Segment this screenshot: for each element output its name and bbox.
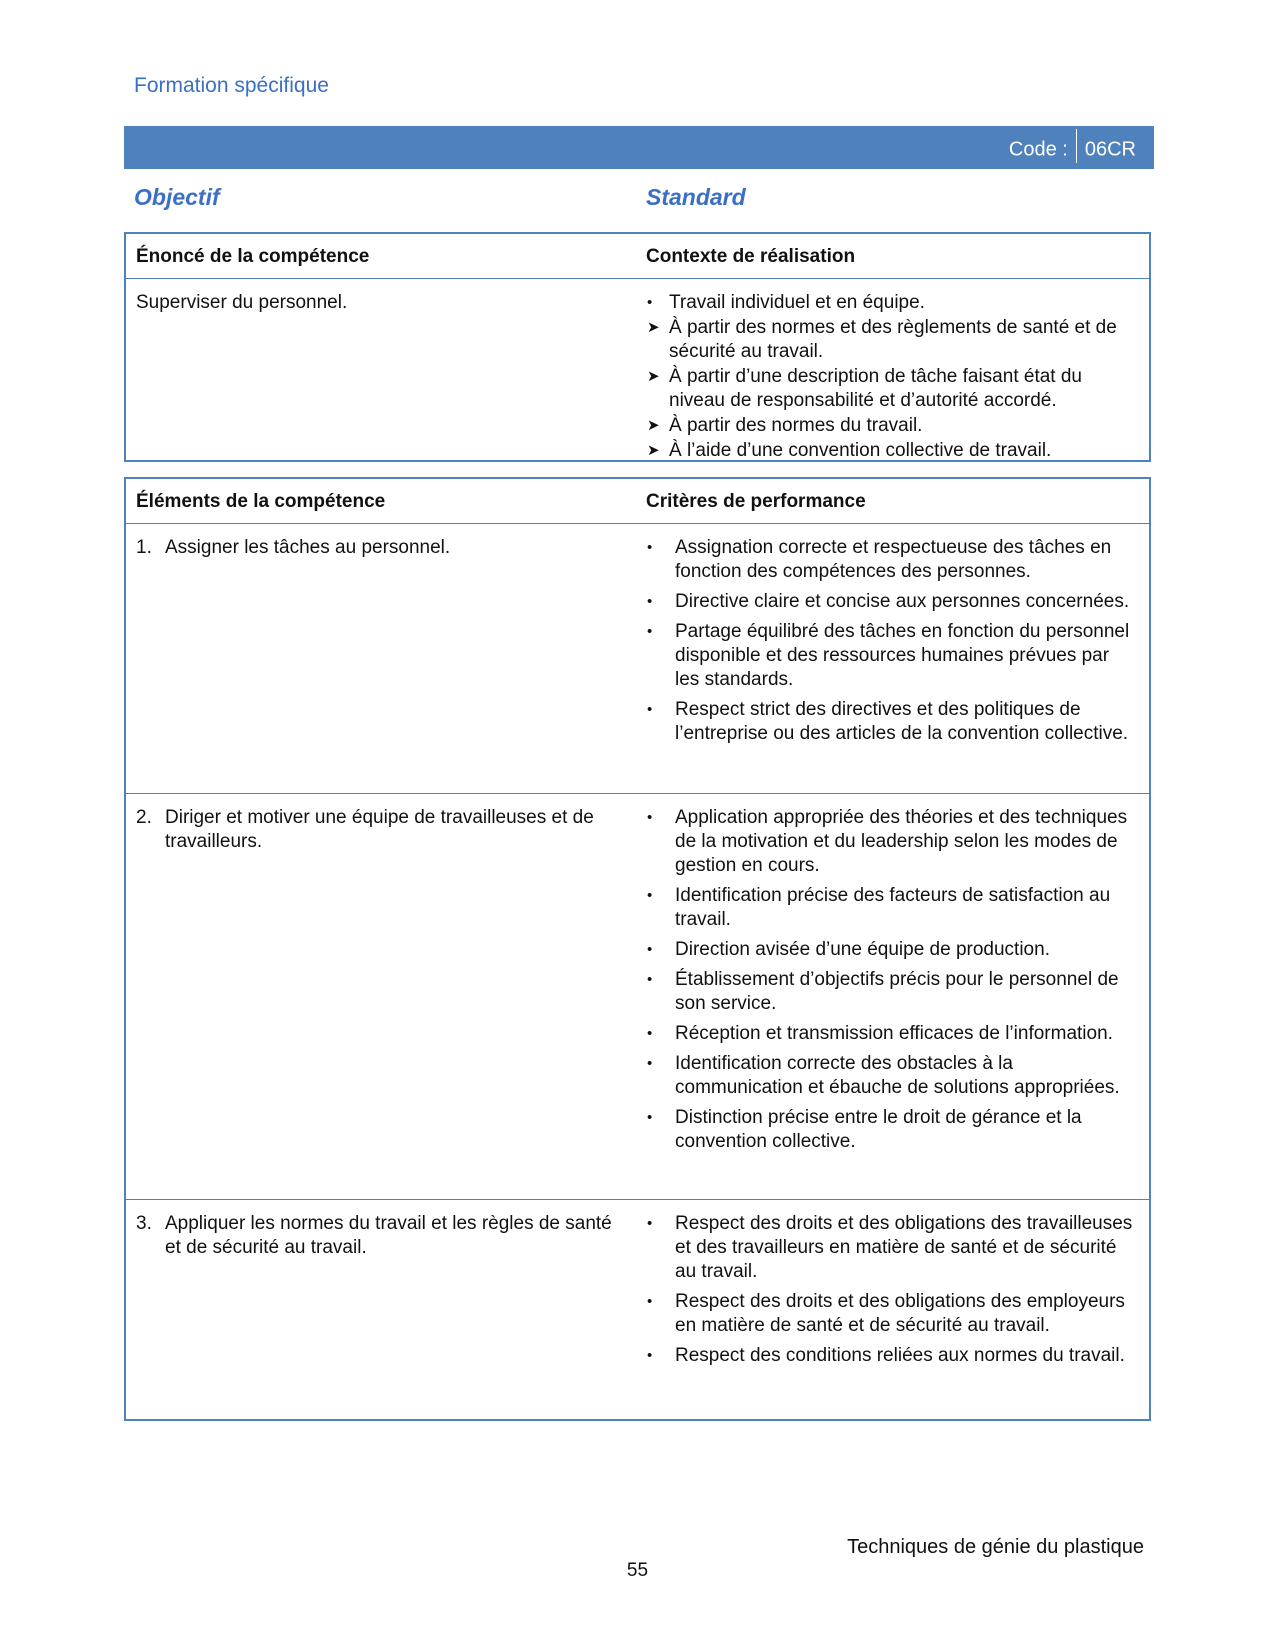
section-label: Formation spécifique [134, 74, 329, 97]
column-headings [134, 184, 1134, 216]
criterion-item: • Identification correcte des obstacles à la communication et ébauche de solutions appropriées. [647, 1053, 1120, 1098]
element-row [126, 1200, 1149, 1419]
arrow-bullet-icon: ➤ [647, 368, 660, 385]
criterion-item: • Respect des conditions reliées aux normes du travail. [647, 1345, 1125, 1366]
criterion-item: • Direction avisée d’une équipe de production. [647, 939, 1050, 960]
program-title: Techniques de génie du plastique [847, 1536, 1144, 1558]
statement-cell [136, 291, 616, 315]
bullet-icon: • [647, 1109, 653, 1126]
criteria-heading: Critères de performance [646, 491, 866, 512]
bullet-icon: • [647, 1055, 653, 1072]
code-separator [1076, 129, 1077, 163]
element-text: Assigner les tâches au personnel. [165, 537, 451, 558]
bullet-icon: • [647, 701, 653, 718]
code-label: Code : [1008, 138, 1068, 161]
context-item: ➤ À partir des normes et des règlements de santé et de sécurité au travail. [647, 317, 1117, 362]
bullet-icon: • [647, 593, 653, 610]
bullet-icon: • [647, 941, 653, 958]
bullet-icon: • [647, 971, 653, 988]
criterion-item: • Respect des droits et des obligations des employeurs en matière de santé et de sécurité au travail. [647, 1291, 1125, 1336]
statement-row [126, 279, 1149, 460]
criteria-cell [646, 806, 1136, 1160]
element-cell [136, 536, 616, 560]
code-value: 06CR [1084, 138, 1136, 161]
criterion-item: • Réception et transmission efficaces de l’information. [647, 1023, 1113, 1044]
competency-code [1009, 137, 1136, 163]
element-cell [136, 1212, 616, 1260]
element-row [126, 794, 1149, 1200]
code-bar [124, 126, 1154, 169]
context-item: • Travail individuel et en équipe. [647, 292, 925, 313]
criterion-item: • Partage équilibré des tâches en fonction du personnel disponible et des ressources humaines prévues par les standards. [647, 621, 1130, 690]
competence-statement: Superviser du personnel. [136, 292, 348, 313]
context-heading: Contexte de réalisation [646, 246, 856, 267]
arrow-bullet-icon: ➤ [647, 417, 660, 434]
bullet-icon: • [647, 1025, 653, 1042]
criterion-item: • Établissement d’objectifs précis pour le personnel de son service. [647, 969, 1119, 1014]
bullet-icon: • [647, 1347, 653, 1364]
criteria-cell [646, 536, 1136, 752]
element-number: 2. [136, 807, 152, 828]
arrow-bullet-icon: • [647, 294, 653, 311]
bullet-icon: • [647, 887, 653, 904]
criterion-item: • Assignation correcte et respectueuse des tâches en fonction des compétences des personnes. [647, 537, 1112, 582]
objective-heading: Objectif [134, 184, 220, 210]
criterion-item: • Directive claire et concise aux personnes concernées. [647, 591, 1130, 612]
element-text: Diriger et motiver une équipe de travailleuses et de travailleurs. [165, 807, 594, 852]
arrow-bullet-icon: ➤ [647, 319, 660, 336]
elements-criteria-table [124, 477, 1151, 1421]
element-number: 3. [136, 1213, 152, 1234]
bullet-icon: • [647, 539, 653, 556]
competence-statement-table [124, 232, 1151, 462]
criteria-cell [646, 1212, 1136, 1374]
criterion-item: • Distinction précise entre le droit de gérance et la convention collective. [647, 1107, 1082, 1152]
bullet-icon: • [647, 1215, 653, 1232]
context-item: ➤ À l’aide d’une convention collective de travail. [647, 440, 1052, 461]
bullet-icon: • [647, 623, 653, 640]
table-header-row [126, 479, 1149, 524]
criterion-item: • Application appropriée des théories et des techniques de la motivation et du leadership selon les modes de gestion en cours. [647, 807, 1128, 876]
criterion-item: • Respect des droits et des obligations des travailleuses et des travailleurs en matière de santé et de sécurité au travail. [647, 1213, 1133, 1282]
statement-heading: Énoncé de la compétence [136, 246, 370, 267]
element-text: Appliquer les normes du travail et les règles de santé et de sécurité au travail. [165, 1213, 612, 1258]
context-item: ➤ À partir des normes du travail. [647, 415, 923, 436]
context-item: ➤ À partir d’une description de tâche faisant état du niveau de responsabilité et d’autorité accordé. [647, 366, 1082, 411]
element-number: 1. [136, 537, 152, 558]
context-cell [646, 291, 1136, 464]
elements-heading: Éléments de la compétence [136, 491, 386, 512]
bullet-icon: • [647, 809, 653, 826]
element-row [126, 524, 1149, 794]
criterion-item: • Identification précise des facteurs de satisfaction au travail. [647, 885, 1111, 930]
table-header-row [126, 234, 1149, 279]
criterion-item: • Respect strict des directives et des politiques de l’entreprise ou des articles de la convention collective. [647, 699, 1129, 744]
bullet-icon: • [647, 1293, 653, 1310]
arrow-bullet-icon: ➤ [647, 442, 660, 459]
standard-heading: Standard [646, 184, 746, 210]
element-cell [136, 806, 616, 854]
page-number: 55 [626, 1560, 649, 1581]
